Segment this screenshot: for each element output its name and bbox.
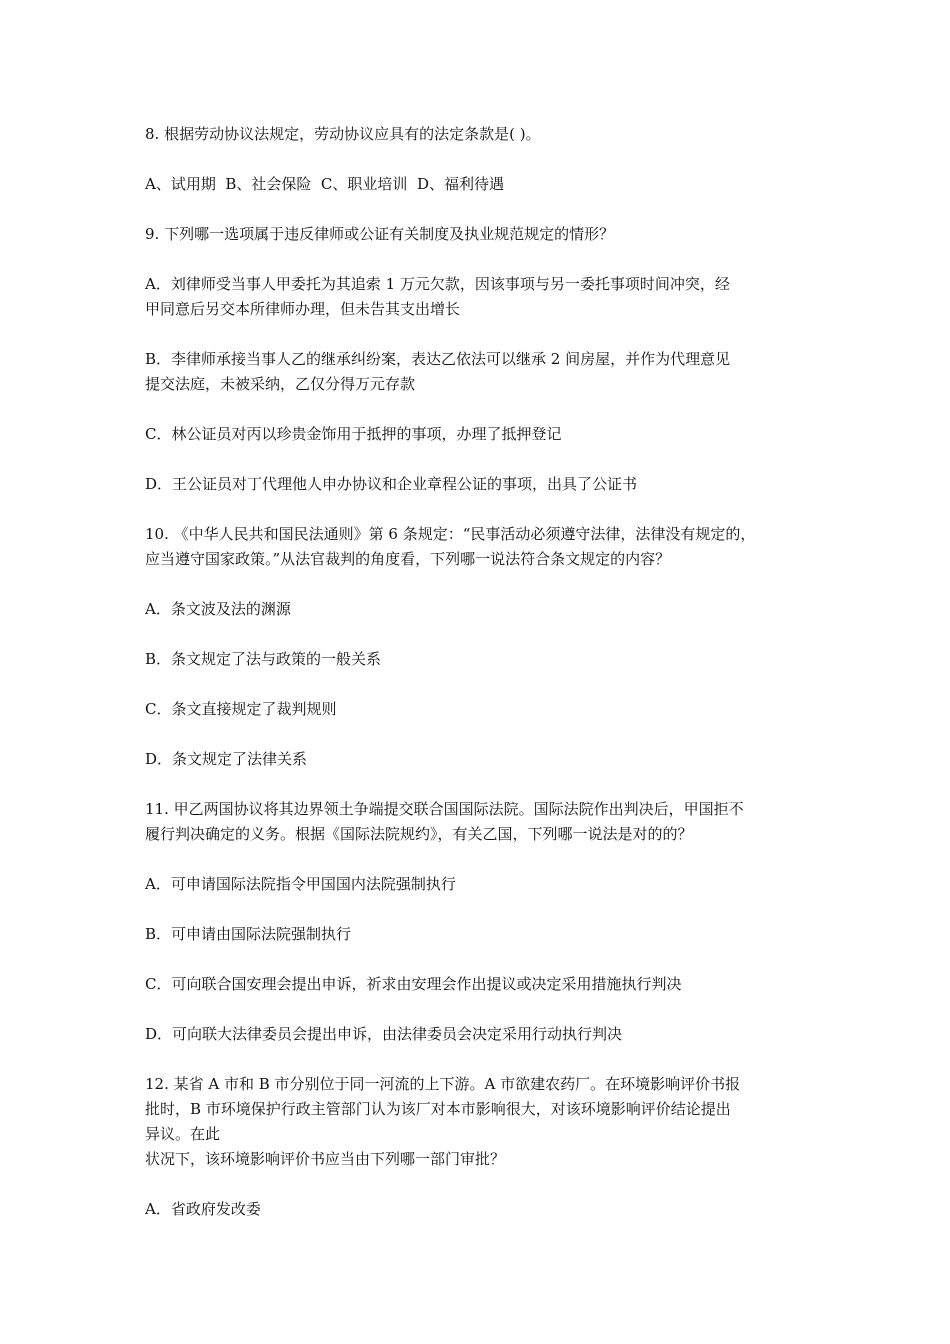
text-line: 履行判决确定的义务。根据《国际法院规约》，有关乙国，下列哪一说法是对的的？ (145, 825, 693, 843)
document-page (145, 122, 815, 1247)
text-line: 状况下，该环境影响评价书应当由下列哪一部门审批？ (145, 1150, 506, 1168)
text-line: B．可申请由国际法院强制执行 (145, 925, 352, 943)
question-11-option-a (145, 872, 815, 897)
question-9-option-a (145, 272, 815, 322)
text-line: B．条文规定了法与政策的一般关系 (145, 650, 382, 668)
question-11 (145, 797, 815, 847)
text-line: 9. 下列哪一选项属于违反律师或公证有关制度及执业规范规定的情形？ (145, 225, 615, 243)
text-line: D．王公证员对丁代理他人申办协议和企业章程公证的事项，出具了公证书 (145, 475, 638, 493)
text-line: 8. 根据劳动协议法规定，劳动协议应具有的法定条款是( )。 (145, 125, 541, 143)
question-12-option-a (145, 1197, 815, 1222)
question-11-option-d (145, 1022, 815, 1047)
question-9-option-d (145, 472, 815, 497)
text-line: A、试用期 B、社会保险 C、职业培训 D、福利待遇 (145, 175, 504, 193)
question-8 (145, 122, 815, 147)
question-8-options (145, 172, 815, 197)
question-9-option-c (145, 422, 815, 447)
text-line: A．刘律师受当事人甲委托为其追索 1 万元欠款，因该事项与另一委托事项时间冲突，经 (145, 275, 730, 293)
text-line: C．条文直接规定了裁判规则 (145, 700, 337, 718)
question-10-option-c (145, 697, 815, 722)
text-line: A．省政府发改委 (145, 1200, 261, 1218)
text-line: 异议。在此 (145, 1125, 221, 1143)
text-line: 甲同意后另交本所律师办理，但未告其支出增长 (145, 300, 461, 318)
question-10-option-b (145, 647, 815, 672)
question-12 (145, 1072, 815, 1172)
question-10 (145, 522, 815, 572)
question-11-option-b (145, 922, 815, 947)
question-10-option-d (145, 747, 815, 772)
text-line: 10. 《中华人民共和国民法通则》第 6 条规定：“民事活动必须遵守法律，法律没有规定的， (145, 525, 756, 543)
text-line: A．可申请国际法院指令甲国国内法院强制执行 (145, 875, 456, 893)
text-line: 11. 甲乙两国协议将其边界领土争端提交联合国国际法院。国际法院作出判决后，甲国拒不 (145, 800, 744, 818)
question-11-option-c (145, 972, 815, 997)
text-line: C．林公证员对丙以珍贵金饰用于抵押的事项，办理了抵押登记 (145, 425, 562, 443)
text-line: A．条文波及法的渊源 (145, 600, 291, 618)
text-line: D．条文规定了法律关系 (145, 750, 308, 768)
text-line: 批时，B 市环境保护行政主管部门认为该厂对本市影响很大，对该环境影响评价结论提出 (145, 1100, 731, 1118)
text-line: 应当遵守国家政策。”从法官裁判的角度看，下列哪一说法符合条文规定的内容？ (145, 550, 671, 568)
text-line: D．可向联大法律委员会提出申诉，由法律委员会决定采用行动执行判决 (145, 1025, 623, 1043)
text-line: C．可向联合国安理会提出申诉，祈求由安理会作出提议或决定采用措施执行判决 (145, 975, 682, 993)
question-9-option-b (145, 347, 815, 397)
question-9 (145, 222, 815, 247)
text-line: 提交法庭，未被采纳，乙仅分得万元存款 (145, 375, 416, 393)
question-10-option-a (145, 597, 815, 622)
text-line: B．李律师承接当事人乙的继承纠纷案，表达乙依法可以继承 2 间房屋，并作为代理意见 (145, 350, 731, 368)
text-line: 12. 某省 A 市和 B 市分别位于同一河流的上下游。A 市欲建农药厂。在环境影响评价书报 (145, 1075, 741, 1093)
